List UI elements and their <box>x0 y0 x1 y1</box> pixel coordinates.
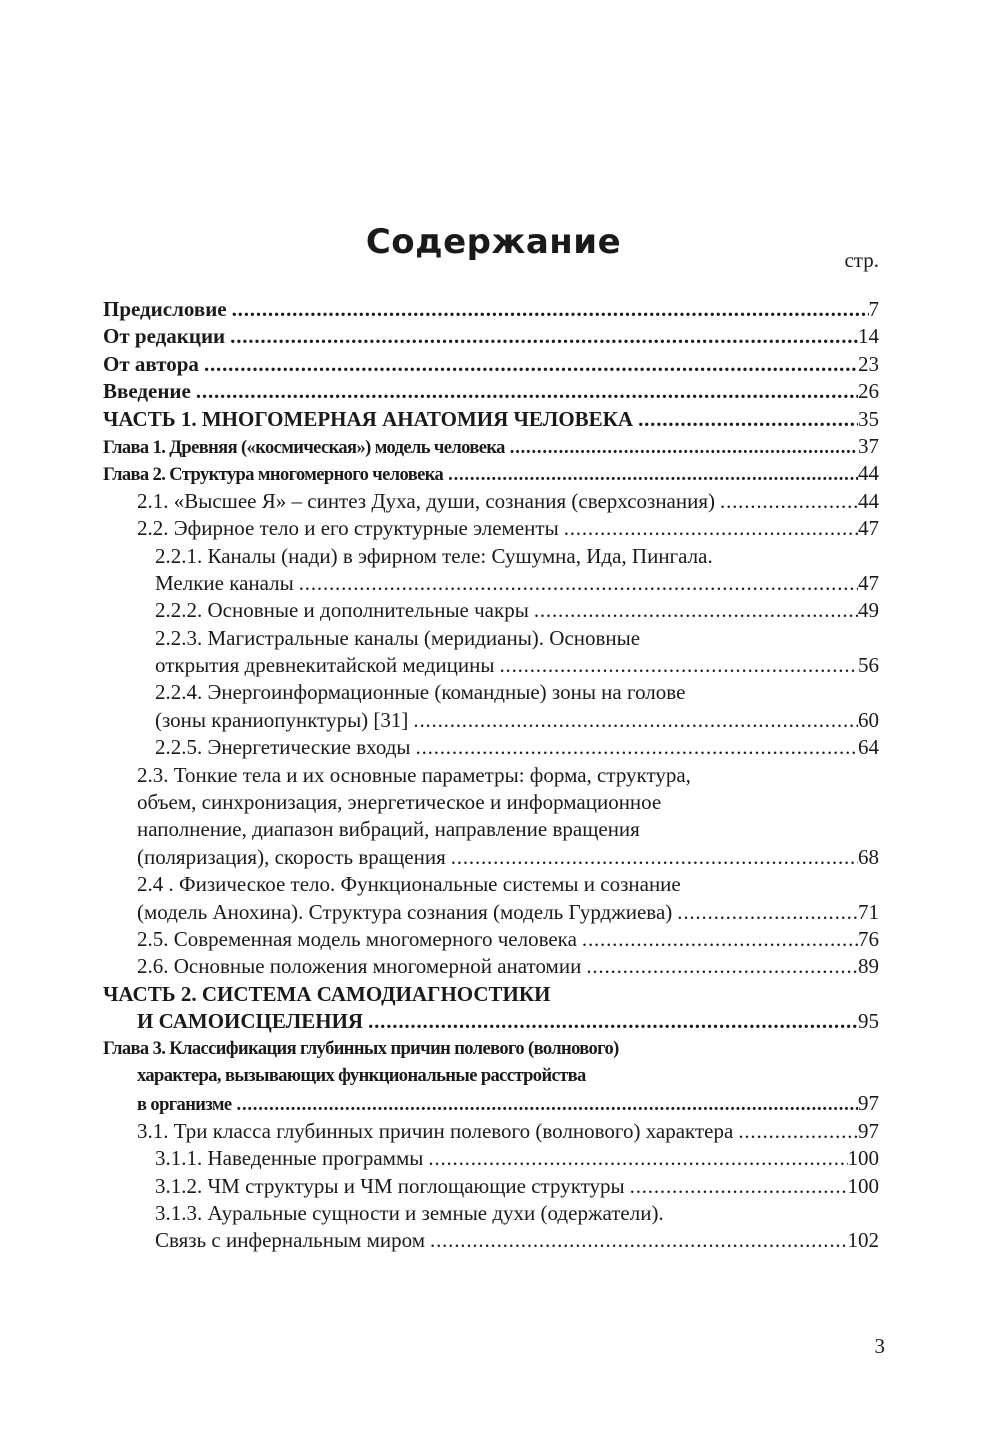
toc-entry <box>103 871 879 926</box>
toc-entry-page: 60 <box>858 707 879 732</box>
toc-entry <box>103 734 879 761</box>
toc-entry-page: 47 <box>858 570 879 595</box>
toc-entry-line <box>103 570 879 597</box>
toc-entry-page: 14 <box>858 324 879 349</box>
toc-entry <box>103 515 879 542</box>
toc-entry-line <box>103 734 879 761</box>
toc-entry-title: Предисловие <box>103 297 227 321</box>
dot-leader <box>633 406 858 433</box>
toc-entry-line <box>103 323 879 350</box>
toc-entry-line <box>103 926 879 953</box>
toc-entry-page: 76 <box>858 926 879 951</box>
toc-entry-line <box>103 597 879 624</box>
toc-entry-title: открытия древнекитайской медицины <box>155 653 495 678</box>
dot-leader <box>408 707 858 734</box>
toc-entry-title: объем, синхронизация, энергетическое и информационное <box>137 790 662 815</box>
toc-entry-page: 97 <box>858 1091 879 1116</box>
page-column-label: стр. <box>844 248 879 272</box>
toc-entry-title: 2.6. Основные положения многомерной анатомии <box>137 954 582 979</box>
toc-entry-title: 3.1. Три класса глубинных причин полевого (волнового) характера <box>137 1118 734 1143</box>
toc-entry-title: От автора <box>103 351 199 376</box>
dot-leader <box>446 844 858 871</box>
toc-entry-page: 95 <box>858 1009 879 1034</box>
toc-entry-page: 89 <box>858 954 879 979</box>
toc-entry <box>103 1118 879 1145</box>
toc-entry-page: 37 <box>858 433 879 458</box>
toc-entry-title: 3.1.3. Ауральные сущности и земные духи (одержатели). <box>155 1200 664 1225</box>
toc-entry-line <box>103 1090 879 1117</box>
toc-entry-line <box>103 707 879 734</box>
toc-entry <box>103 323 879 350</box>
toc-entry-title: 2.2.4. Энергоинформационные (командные) зоны на голове <box>155 680 686 705</box>
toc-entry-page: 49 <box>858 598 879 623</box>
toc-entry-title: 2.2.2. Основные и дополнительные чакры <box>155 598 529 623</box>
toc-entry-page: 26 <box>858 379 879 404</box>
toc-entry-page: 64 <box>858 735 879 760</box>
toc-entry-page: 56 <box>858 653 879 678</box>
dot-leader <box>581 953 858 980</box>
toc-entry-line <box>103 460 879 487</box>
toc-entry-title: 2.1. «Высшее Я» – синтез Духа, души, сознания (сверхсознания) <box>137 488 716 513</box>
toc-entry-title: наполнение, диапазон вибраций, направление вращения <box>137 817 640 842</box>
dot-leader <box>733 1118 858 1145</box>
toc-entry <box>103 981 879 1036</box>
toc-entry-title: И САМОИСЦЕЛЕНИЯ <box>137 1009 364 1034</box>
toc-entry-page: 44 <box>858 461 879 486</box>
toc-entry-title: Глава 1. Древняя («космическая») модель человека <box>103 437 505 458</box>
toc-entry-line <box>103 1145 879 1172</box>
toc-entry-title: (зоны краниопунктуры) [31] <box>155 707 409 732</box>
toc-entry-title: 2.5. Современная модель многомерного человека <box>137 926 577 951</box>
toc-entry <box>103 1173 879 1200</box>
toc-entry <box>103 488 879 515</box>
dot-leader <box>505 435 858 462</box>
toc-entry-line <box>103 433 879 460</box>
toc-entry-title: Связь с инфернальным миром <box>155 1228 426 1253</box>
toc-entry-title: ЧАСТЬ 2. СИСТЕМА САМОДИАГНОСТИКИ <box>103 981 551 1006</box>
table-of-contents <box>103 296 879 1255</box>
toc-entry-page: 102 <box>847 1228 879 1253</box>
toc-entry-page: 100 <box>847 1146 879 1171</box>
dot-leader <box>363 1008 858 1035</box>
toc-entry <box>103 1200 879 1255</box>
toc-entry-title: ЧАСТЬ 1. МНОГОМЕРНАЯ АНАТОМИЯ ЧЕЛОВЕКА <box>103 406 634 431</box>
toc-entry <box>103 597 879 624</box>
dot-leader <box>529 597 858 624</box>
toc-entry-title: 2.2.3. Магистральные каналы (меридианы). Основные <box>155 625 641 650</box>
page-number: 3 <box>874 1334 885 1358</box>
dot-leader <box>199 351 858 378</box>
toc-entry <box>103 926 879 953</box>
toc-entry-page: 47 <box>858 516 879 541</box>
toc-entry-title: 3.1.2. ЧМ структуры и ЧМ поглощающие структуры <box>155 1173 625 1198</box>
toc-entry-line <box>103 488 879 515</box>
dot-leader <box>443 462 858 489</box>
toc-entry-line <box>103 652 879 679</box>
dot-leader <box>672 899 858 926</box>
toc-entry-title: Глава 2. Структура многомерного человека <box>103 465 444 486</box>
dot-leader <box>715 488 858 515</box>
toc-entry <box>103 762 879 872</box>
toc-entry-line <box>103 296 879 323</box>
toc-entry-title: (поляризация), скорость вращения <box>137 844 446 869</box>
toc-entry <box>103 351 879 378</box>
toc-entry <box>103 296 879 323</box>
toc-entry-title: 2.2.5. Энергетические входы <box>155 735 411 760</box>
toc-entry-page: 7 <box>868 297 879 321</box>
toc-entry-line <box>103 953 879 980</box>
toc-entry <box>103 625 879 680</box>
toc-entry-title: в организме <box>137 1095 232 1116</box>
toc-entry-title: Введение <box>103 379 191 404</box>
dot-leader <box>191 378 858 405</box>
dot-leader <box>559 515 858 542</box>
toc-entry-line <box>103 406 879 433</box>
toc-entry-line <box>103 844 879 871</box>
toc-entry <box>103 679 879 734</box>
toc-entry-page: 71 <box>858 899 879 924</box>
toc-entry-page: 23 <box>858 351 879 376</box>
toc-entry-title: 2.2. Эфирное тело и его структурные элементы <box>137 516 559 541</box>
toc-entry-line <box>103 1118 879 1145</box>
toc-entry-title: характера, вызывающих функциональные расстройства <box>137 1065 586 1086</box>
dot-leader <box>494 652 858 679</box>
toc-entry <box>103 460 879 487</box>
toc-entry <box>103 378 879 405</box>
toc-entry-line <box>103 378 879 405</box>
toc-entry-page: 68 <box>858 844 879 869</box>
toc-entry-title: 2.3. Тонкие тела и их основные параметры: форма, структура, <box>137 762 691 787</box>
toc-entry-title: От редакции <box>103 324 226 349</box>
toc-entry-line <box>103 1173 879 1200</box>
toc-entry <box>103 543 879 598</box>
toc-entry-page: 97 <box>858 1118 879 1143</box>
toc-entry-title: Мелкие каналы <box>155 570 294 595</box>
toc-entry-page: 100 <box>847 1173 879 1198</box>
dot-leader <box>232 1092 858 1119</box>
toc-entry-line <box>103 351 879 378</box>
toc-entry-title: 2.4 . Физическое тело. Функциональные системы и сознание <box>137 872 681 897</box>
toc-entry-title: (модель Анохина). Структура сознания (модель Гурджиева) <box>137 899 673 924</box>
toc-entry-page: 35 <box>858 406 879 431</box>
toc-entry-line <box>103 899 879 926</box>
dot-leader <box>225 323 858 350</box>
dot-leader <box>577 926 858 953</box>
dot-leader <box>411 734 858 761</box>
toc-entry-title: 2.2.1. Каналы (нади) в эфирном теле: Сушумна, Ида, Пингала. <box>155 543 713 568</box>
toc-entry-title: Глава 3. Классификация глубинных причин полевого (волнового) <box>103 1038 619 1059</box>
toc-entry <box>103 1145 879 1172</box>
toc-entry <box>103 433 879 460</box>
dot-leader <box>294 570 858 597</box>
toc-entry-title: 3.1.1. Наведенные программы <box>155 1146 424 1171</box>
page-title: Содержание <box>365 222 622 262</box>
toc-entry-line <box>103 1227 879 1254</box>
toc-entry-line <box>103 1008 879 1035</box>
toc-entry-line <box>103 515 879 542</box>
dot-leader <box>625 1173 848 1200</box>
dot-leader <box>227 296 869 323</box>
dot-leader <box>423 1145 847 1172</box>
toc-entry <box>103 1036 879 1118</box>
toc-entry-page: 44 <box>858 488 879 513</box>
dot-leader <box>425 1227 847 1254</box>
toc-entry <box>103 406 879 433</box>
toc-entry <box>103 953 879 980</box>
